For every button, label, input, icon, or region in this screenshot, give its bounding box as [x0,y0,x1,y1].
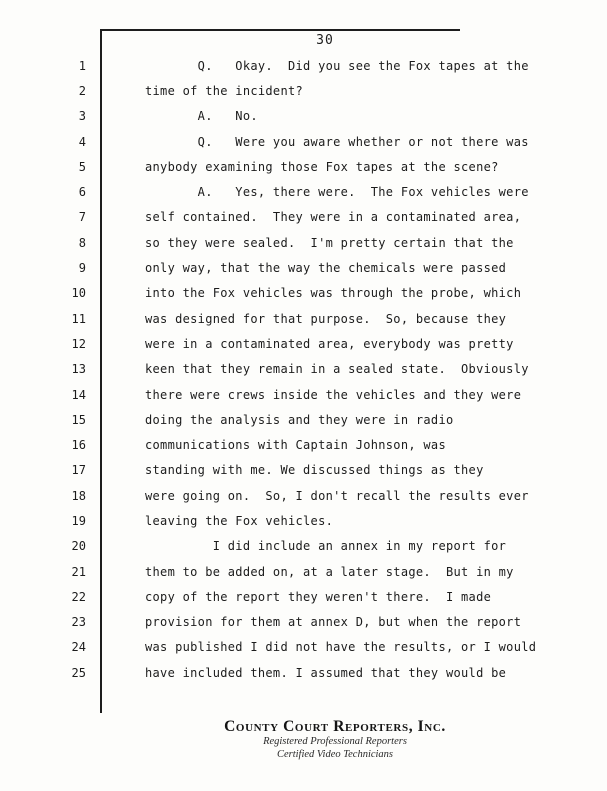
transcript-line [0,281,607,306]
line-text: A. Yes, there were. The Fox vehicles were [145,185,529,200]
line-number: 6 [78,185,86,200]
line-number: 5 [78,159,86,174]
transcript-line [0,357,607,382]
line-text: was designed for that purpose. So, because they [145,311,507,326]
line-text: communications with Captain Johnson, was [145,438,446,453]
line-number: 11 [71,311,86,326]
line-number: 25 [71,665,86,680]
line-number: 12 [71,336,86,351]
transcript-line [0,559,607,584]
transcript-line [0,382,607,407]
line-text: into the Fox vehicles was through the probe, which [145,286,522,301]
line-number: 21 [71,564,86,579]
transcript-line [0,255,607,280]
line-number: 20 [71,539,86,554]
line-text: Q. Okay. Did you see the Fox tapes at the [145,58,529,73]
transcript-line [0,534,607,559]
court-reporter-name: County Court Reporters, Inc. [224,718,446,735]
line-number: 17 [71,463,86,478]
transcript-line [0,179,607,204]
line-text: anybody examining those Fox tapes at the scene? [145,159,499,174]
transcript-line [0,306,607,331]
footer [155,718,515,761]
line-text: Q. Were you aware whether or not there was [145,134,529,149]
line-text: there were crews inside the vehicles and they were [145,387,522,402]
line-number: 4 [78,134,86,149]
line-text: were in a contaminated area, everybody was pretty [145,336,514,351]
line-text: A. No. [145,109,258,124]
transcript-line [0,331,607,356]
line-text: leaving the Fox vehicles. [145,513,334,528]
transcript-line [0,78,607,103]
line-number: 9 [78,261,86,276]
transcript-line [0,104,607,129]
line-text: copy of the report they weren't there. I made [145,589,492,604]
top-border-line [102,29,460,31]
transcript-line [0,610,607,635]
line-number: 19 [71,513,86,528]
transcript-line [0,635,607,660]
line-number: 23 [71,615,86,630]
line-number: 15 [71,412,86,427]
line-number: 18 [71,488,86,503]
line-text: self contained. They were in a contaminated area, [145,210,522,225]
line-number: 14 [71,387,86,402]
line-text: time of the incident? [145,83,304,98]
transcript-line [0,432,607,457]
line-text: standing with me. We discussed things as they [145,463,484,478]
transcript-body [0,53,607,685]
line-number: 2 [78,83,86,98]
line-text: provision for them at annex D, but when the report [145,615,522,630]
line-text: have included them. I assumed that they would be [145,665,507,680]
page-number: 30 [316,33,334,48]
line-text: keen that they remain in a sealed state. Obviously [145,362,529,377]
transcript-line [0,660,607,685]
transcript-line [0,458,607,483]
transcript-line [0,584,607,609]
transcript-line [0,407,607,432]
line-text: I did include an annex in my report for [145,539,507,554]
line-number: 22 [71,589,86,604]
line-number: 7 [78,210,86,225]
line-number: 24 [71,640,86,655]
transcript-line [0,205,607,230]
transcript-line [0,508,607,533]
transcript-line [0,154,607,179]
transcript-line [0,53,607,78]
line-text: them to be added on, at a later stage. But in my [145,564,514,579]
line-number: 13 [71,362,86,377]
transcript-line [0,483,607,508]
line-text: were going on. So, I don't recall the results ever [145,488,529,503]
line-number: 1 [78,58,86,73]
line-text: only way, that the way the chemicals were passed [145,261,507,276]
line-text: so they were sealed. I'm pretty certain that the [145,235,514,250]
line-number: 8 [78,235,86,250]
transcript-line [0,230,607,255]
line-text: doing the analysis and they were in radio [145,412,454,427]
footer-subtitle-registered: Registered Professional Reporters [263,736,407,747]
transcript-line [0,129,607,154]
line-number: 16 [71,438,86,453]
line-number: 10 [71,286,86,301]
line-text: was published I did not have the results, or I would [145,640,537,655]
line-number: 3 [78,109,86,124]
footer-subtitle-certified: Certified Video Technicians [276,748,394,760]
